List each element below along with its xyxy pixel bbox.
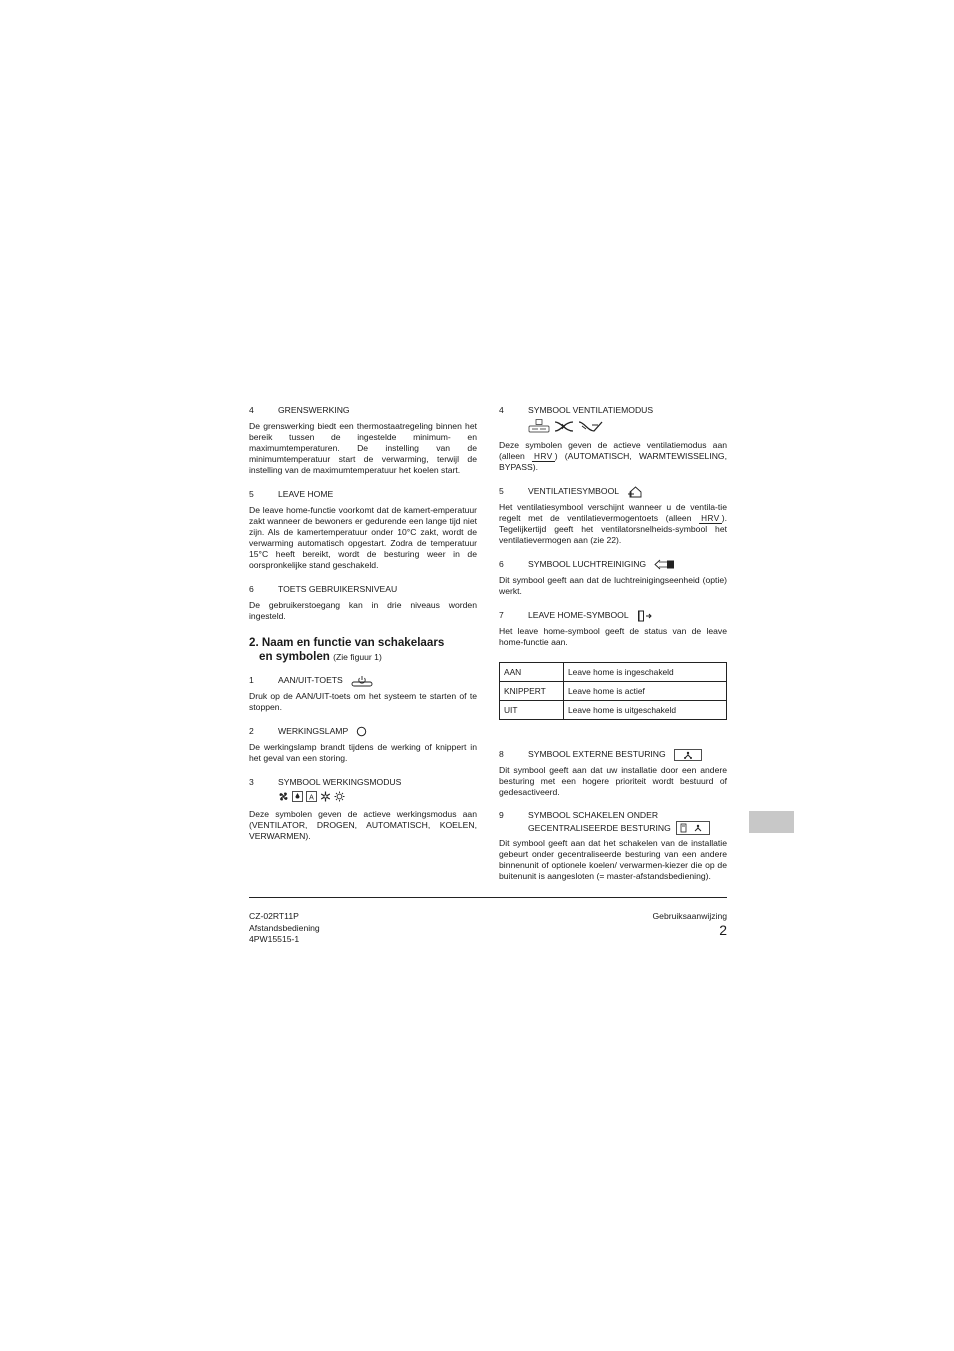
item-symbool-externe-besturing xyxy=(499,748,727,798)
item-body: De gebruikerstoegang kan in drie niveaus worden ingesteld. xyxy=(249,600,477,621)
body-text: Het ventilatiesymbool verschijnt wanneer u de ventila-tie regelt met de ventilatievermogentoets (alleen xyxy=(499,502,727,523)
section-heading xyxy=(249,636,477,664)
table-row xyxy=(500,663,727,682)
item-number: 5 xyxy=(249,489,254,499)
description-cell: Leave home is actief xyxy=(564,682,727,701)
item-symbool-luchtreiniging xyxy=(499,558,727,597)
item-number: 4 xyxy=(249,405,254,415)
item-number: 4 xyxy=(499,405,504,415)
lamp-circle-icon xyxy=(356,726,367,737)
body-text: ). Tegelijkertijd geeft het ventilatorsnelheids-symbool het ventilatievermogen aan (zie 22). xyxy=(499,513,727,545)
item-number: 8 xyxy=(499,749,504,759)
model-number: CZ-02RT11P xyxy=(249,911,299,921)
leave-home-status-table xyxy=(499,662,727,720)
item-body: Druk op de AAN/UIT-toets om het systeem te starten of te stoppen. xyxy=(249,691,477,712)
auto-mode-icon xyxy=(306,791,317,805)
table-row xyxy=(500,701,727,720)
item-number: 7 xyxy=(499,610,504,620)
ventilation-auto-icon xyxy=(528,419,550,436)
figure-reference: (Zie figuur 1) xyxy=(333,652,382,662)
item-number: 1 xyxy=(249,675,254,685)
heat-mode-icon xyxy=(334,791,345,805)
left-column xyxy=(249,404,477,854)
operation-mode-icons xyxy=(278,791,477,805)
footer-right xyxy=(580,911,727,937)
cool-mode-icon xyxy=(320,791,331,805)
heading-line1: Naam en functie van schakelaars xyxy=(261,636,445,649)
ventilation-house-icon xyxy=(627,486,643,498)
manual-title: Gebruiksaanwijzing xyxy=(652,911,727,921)
page-number: 2 xyxy=(719,921,727,938)
item-title: SYMBOOL WERKINGSMODUS xyxy=(278,777,402,787)
item-title-line1: SYMBOOL SCHAKELEN ONDER xyxy=(528,810,659,820)
footer-left xyxy=(249,911,320,946)
power-button-icon xyxy=(351,675,373,687)
item-title-line2: GECENTRALISEERDE BESTURING xyxy=(528,822,671,833)
item-title: TOETS GEBRUIKERSNIVEAU xyxy=(278,584,398,594)
ventilation-mode-icons xyxy=(528,419,727,436)
item-title: SYMBOOL VENTILATIEMODUS xyxy=(528,405,654,415)
item-title: GRENSWERKING xyxy=(278,405,350,415)
section-leave-home xyxy=(249,488,477,571)
item-symbool-ventilatiemodus xyxy=(499,404,727,473)
external-control-icon xyxy=(674,749,702,761)
item-body xyxy=(499,440,727,473)
right-column xyxy=(499,404,727,894)
bypass-icon xyxy=(578,420,604,436)
section-thumb-tab xyxy=(749,811,794,833)
item-body: De werkingslamp brandt tijdens de werking of knippert in het geval van een storing. xyxy=(249,742,477,763)
fan-mode-icon xyxy=(278,791,289,805)
item-body: De grenswerking biedt een thermostaatregeling binnen het bereik tussen de ingestelde minimum- en maximumtemperaturen. De instelling van de minimumtemperatuur start de verwarming, terwijl de instelling van de maximumtemperatuur het koelen start. xyxy=(249,421,477,475)
hrv-label: HRV xyxy=(701,514,720,523)
item-number: 6 xyxy=(249,584,254,594)
heading-line2: en symbolen xyxy=(259,650,330,663)
item-title: SYMBOOL LUCHTREINIGING xyxy=(528,559,647,569)
item-body: Dit symbool geeft aan dat de luchtreinigingseenheid (optie) werkt. xyxy=(499,575,727,596)
item-symbool-schakelen-gecentraliseerd xyxy=(499,810,727,882)
item-body: Dit symbool geeft aan dat uw installatie door een andere besturing met een hogere prioriteit wordt bestuurd of gedesactiveerd. xyxy=(499,765,727,797)
item-title: WERKINGSLAMP xyxy=(278,726,349,736)
item-number: 3 xyxy=(249,777,254,787)
item-body: Deze symbolen geven de actieve werkingsmodus aan (VENTILATOR, DROGEN, AUTOMATISCH, KOELEN, VERWARMEN). xyxy=(249,809,477,841)
footer-rule xyxy=(249,897,727,898)
hrv-label: HRV xyxy=(534,452,553,461)
description-cell: Leave home is ingeschakeld xyxy=(564,663,727,682)
item-title: LEAVE HOME xyxy=(278,489,334,499)
heading-number: 2. xyxy=(249,636,259,649)
item-body: Het leave home-symbool geeft de status van de leave home-functie aan. xyxy=(499,626,727,647)
product-name: Afstandsbediening xyxy=(249,922,320,933)
status-cell: UIT xyxy=(500,701,564,720)
item-title: LEAVE HOME-SYMBOOL xyxy=(528,610,629,620)
centralized-control-icon xyxy=(676,821,710,835)
svg-text:A: A xyxy=(309,794,314,802)
document-code: 4PW15515-1 xyxy=(249,934,300,944)
item-number: 2 xyxy=(249,726,254,736)
dry-mode-icon xyxy=(292,791,303,805)
section-grenswerking xyxy=(249,404,477,476)
item-body: Dit symbool geeft aan dat het schakelen van de installatie gebeurt onder gecentraliseerde besturing van een andere binnenunit of optionele koelen/ verwarmen-kiezer die op de buitenunit is aangesloten (= master-afstandsbediening). xyxy=(499,838,727,881)
heat-exchange-icon xyxy=(553,420,575,436)
status-cell: AAN xyxy=(500,663,564,682)
item-title: VENTILATIESYMBOOL xyxy=(528,486,620,496)
item-werkingslamp xyxy=(249,725,477,764)
air-purifier-icon xyxy=(654,559,676,570)
item-leave-home-symbool xyxy=(499,609,727,648)
status-cell: KNIPPERT xyxy=(500,682,564,701)
item-number: 6 xyxy=(499,559,504,569)
item-title: SYMBOOL EXTERNE BESTURING xyxy=(528,749,666,759)
body-text: Deze symbolen geven de actieve ventilatiemodus aan (alleen xyxy=(499,440,727,461)
table-row xyxy=(500,682,727,701)
description-cell: Leave home is uitgeschakeld xyxy=(564,701,727,720)
item-number: 9 xyxy=(499,810,504,820)
body-text: ) (AUTOMATISCH, WARMTEWISSELING, BYPASS). xyxy=(499,451,728,472)
item-number: 5 xyxy=(499,486,504,496)
item-ventilatiesymbool xyxy=(499,485,727,546)
leave-home-door-icon xyxy=(637,610,653,622)
section-toets-gebruikersniveau xyxy=(249,583,477,622)
item-body xyxy=(499,502,727,546)
item-aan-uit-toets xyxy=(249,674,477,713)
item-body: De leave home-functie voorkomt dat de kamert-emperatuur zakt wanneer de bewoners er gedurende een lange tijd niet zijn. Als de kamertemperatuur onder 10°C zakt, wordt de verwarming automatisch opgestart. Zodra de temperatuur 15°C heeft bereikt, wordt de besturing weer in de oorspronkelijke stand geschakeld. xyxy=(249,505,477,570)
item-symbool-werkingsmodus xyxy=(249,776,477,842)
item-title: AAN/UIT-TOETS xyxy=(278,675,343,685)
